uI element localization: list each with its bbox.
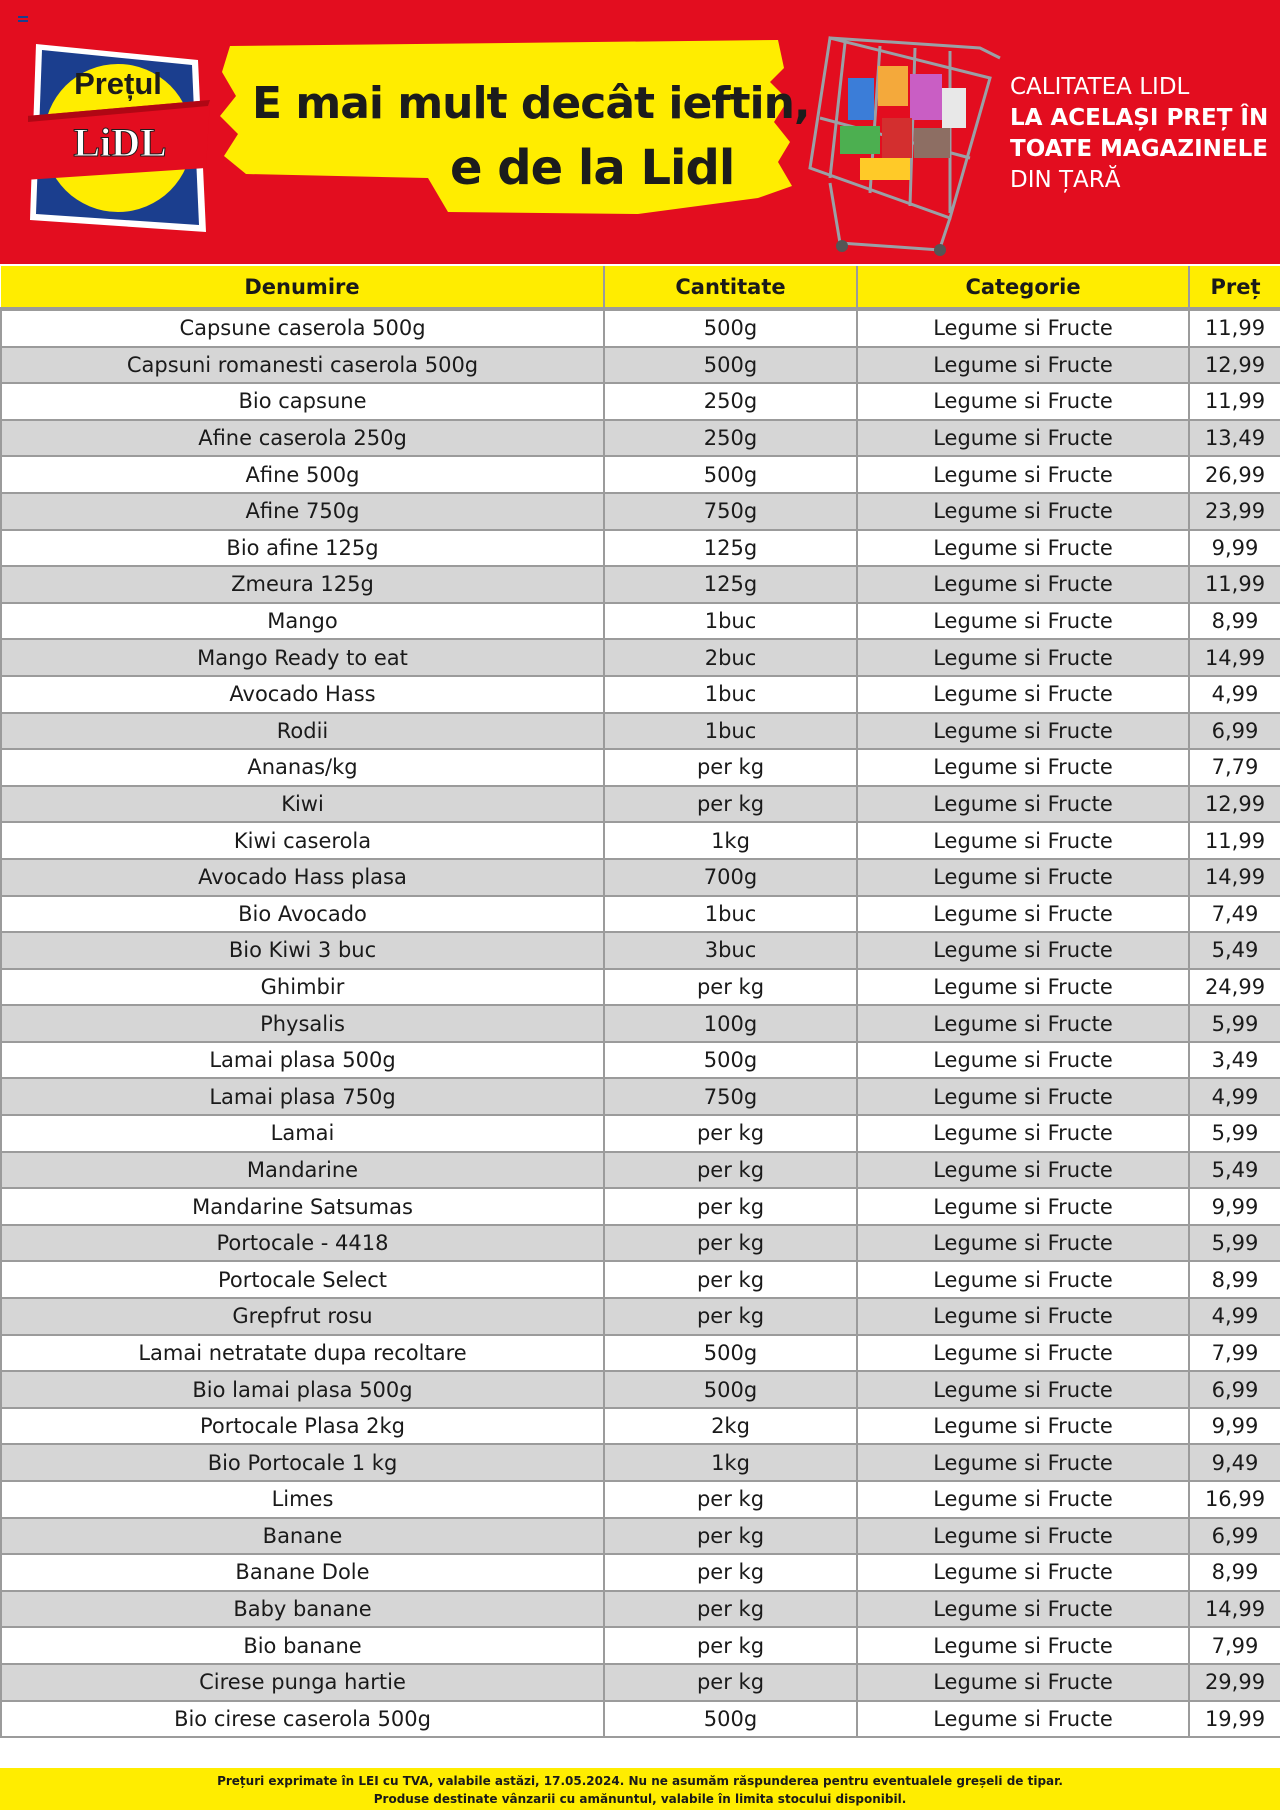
cell-quantity: 1kg (604, 822, 857, 859)
cell-category: Legume si Fructe (857, 1664, 1189, 1701)
cell-price: 14,99 (1189, 1591, 1280, 1628)
table-row (1, 1152, 1280, 1189)
table-row (1, 566, 1280, 603)
quality-line-4: DIN ȚARĂ (1010, 167, 1121, 193)
cell-category: Legume si Fructe (857, 1408, 1189, 1445)
cell-name: Zmeura 125g (1, 566, 604, 603)
cell-category: Legume si Fructe (857, 1518, 1189, 1555)
cell-name: Mandarine Satsumas (1, 1188, 604, 1225)
table-header-row (1, 266, 1280, 309)
cell-category: Legume si Fructe (857, 713, 1189, 750)
cell-price: 23,99 (1189, 493, 1280, 530)
cell-category: Legume si Fructe (857, 1115, 1189, 1152)
cell-quantity: 1buc (604, 896, 857, 933)
cell-price: 24,99 (1189, 969, 1280, 1006)
cell-price: 16,99 (1189, 1481, 1280, 1518)
cell-quantity: per kg (604, 1188, 857, 1225)
cell-price: 11,99 (1189, 309, 1280, 347)
table-row (1, 1335, 1280, 1372)
cell-category: Legume si Fructe (857, 1078, 1189, 1115)
cell-name: Avocado Hass plasa (1, 859, 604, 896)
cell-name: Rodii (1, 713, 604, 750)
cell-price: 11,99 (1189, 566, 1280, 603)
cell-name: Bio lamai plasa 500g (1, 1371, 604, 1408)
cell-name: Limes (1, 1481, 604, 1518)
cell-price: 6,99 (1189, 1518, 1280, 1555)
table-row (1, 676, 1280, 713)
cell-quantity: per kg (604, 1591, 857, 1628)
cell-price: 19,99 (1189, 1701, 1280, 1738)
cell-price: 4,99 (1189, 676, 1280, 713)
cell-name: Bio Avocado (1, 896, 604, 933)
cell-price: 14,99 (1189, 639, 1280, 676)
table-row (1, 1115, 1280, 1152)
cell-name: Afine 750g (1, 493, 604, 530)
cell-category: Legume si Fructe (857, 566, 1189, 603)
cell-category: Legume si Fructe (857, 896, 1189, 933)
logo-brand-text: LiDL (73, 120, 167, 165)
cell-name: Grepfrut rosu (1, 1298, 604, 1335)
table-row (1, 1261, 1280, 1298)
cell-category: Legume si Fructe (857, 932, 1189, 969)
table-row (1, 822, 1280, 859)
table-row (1, 603, 1280, 640)
cell-category: Legume si Fructe (857, 493, 1189, 530)
cell-quantity: 750g (604, 1078, 857, 1115)
cell-name: Bio cirese caserola 500g (1, 1701, 604, 1738)
cell-price: 3,49 (1189, 1042, 1280, 1079)
table-row (1, 530, 1280, 567)
cell-name: Lamai netratate dupa recoltare (1, 1335, 604, 1372)
cell-price: 6,99 (1189, 1371, 1280, 1408)
table-row (1, 1554, 1280, 1591)
cell-category: Legume si Fructe (857, 603, 1189, 640)
cell-category: Legume si Fructe (857, 1152, 1189, 1189)
logo-top-text: Prețul (74, 66, 162, 101)
cell-price: 29,99 (1189, 1664, 1280, 1701)
footer-line-2: Produse destinate vânzarii cu amănuntul, valabile în limita stocului disponibil. (373, 1792, 907, 1806)
cell-name: Cirese punga hartie (1, 1664, 604, 1701)
cell-price: 6,99 (1189, 713, 1280, 750)
table-row (1, 749, 1280, 786)
cell-price: 7,99 (1189, 1627, 1280, 1664)
cell-name: Physalis (1, 1005, 604, 1042)
cell-price: 13,49 (1189, 420, 1280, 457)
table-row (1, 383, 1280, 420)
cell-price: 5,49 (1189, 932, 1280, 969)
menu-icon[interactable] (18, 16, 28, 24)
cell-price: 5,99 (1189, 1225, 1280, 1262)
cell-quantity: per kg (604, 969, 857, 1006)
cell-name: Bio Kiwi 3 buc (1, 932, 604, 969)
cell-quantity: per kg (604, 1298, 857, 1335)
cell-category: Legume si Fructe (857, 420, 1189, 457)
cell-price: 11,99 (1189, 822, 1280, 859)
table-body (1, 309, 1280, 1737)
cell-name: Bio banane (1, 1627, 604, 1664)
table-row (1, 1225, 1280, 1262)
cell-category: Legume si Fructe (857, 1042, 1189, 1079)
cell-quantity: 500g (604, 1042, 857, 1079)
table-row (1, 1664, 1280, 1701)
cell-name: Portocale Plasa 2kg (1, 1408, 604, 1445)
cell-price: 12,99 (1189, 786, 1280, 823)
column-header-quantity: Cantitate (604, 266, 857, 309)
cell-name: Mango Ready to eat (1, 639, 604, 676)
cell-name: Portocale Select (1, 1261, 604, 1298)
cell-category: Legume si Fructe (857, 676, 1189, 713)
cell-category: Legume si Fructe (857, 1701, 1189, 1738)
table-row (1, 932, 1280, 969)
cell-name: Mango (1, 603, 604, 640)
cell-quantity: 2kg (604, 1408, 857, 1445)
cell-price: 5,49 (1189, 1152, 1280, 1189)
table-row (1, 1078, 1280, 1115)
cell-name: Lamai plasa 500g (1, 1042, 604, 1079)
table-row (1, 896, 1280, 933)
cell-category: Legume si Fructe (857, 1225, 1189, 1262)
cell-name: Lamai (1, 1115, 604, 1152)
cell-quantity: per kg (604, 749, 857, 786)
cell-quantity: 500g (604, 456, 857, 493)
cell-name: Avocado Hass (1, 676, 604, 713)
cell-category: Legume si Fructe (857, 786, 1189, 823)
slogan-line-2: e de la Lidl (450, 140, 735, 196)
cell-category: Legume si Fructe (857, 347, 1189, 384)
table-row (1, 969, 1280, 1006)
table-row (1, 493, 1280, 530)
table-row (1, 1371, 1280, 1408)
cell-name: Afine caserola 250g (1, 420, 604, 457)
cell-category: Legume si Fructe (857, 1554, 1189, 1591)
cell-category: Legume si Fructe (857, 383, 1189, 420)
cell-quantity: 2buc (604, 639, 857, 676)
column-header-price: Preț (1189, 266, 1280, 309)
cell-price: 11,99 (1189, 383, 1280, 420)
cell-name: Bio afine 125g (1, 530, 604, 567)
cell-name: Ghimbir (1, 969, 604, 1006)
cell-quantity: 125g (604, 530, 857, 567)
cell-quantity: 1buc (604, 603, 857, 640)
price-table (0, 266, 1280, 1738)
cell-quantity: 500g (604, 1371, 857, 1408)
cell-quantity: 3buc (604, 932, 857, 969)
cell-quantity: 500g (604, 347, 857, 384)
cell-price: 7,99 (1189, 1335, 1280, 1372)
cell-quantity: per kg (604, 1554, 857, 1591)
slogan-line-1: E mai mult decât ieftin, (252, 78, 810, 129)
footer-disclaimer (0, 1768, 1280, 1810)
cell-category: Legume si Fructe (857, 1591, 1189, 1628)
cell-name: Bio Portocale 1 kg (1, 1444, 604, 1481)
table-row (1, 1188, 1280, 1225)
cell-quantity: per kg (604, 1261, 857, 1298)
cell-quantity: 250g (604, 420, 857, 457)
cell-quantity: per kg (604, 1627, 857, 1664)
cell-name: Kiwi caserola (1, 822, 604, 859)
table-row (1, 713, 1280, 750)
cell-category: Legume si Fructe (857, 969, 1189, 1006)
cell-quantity: per kg (604, 1481, 857, 1518)
cell-category: Legume si Fructe (857, 1481, 1189, 1518)
cell-quantity: 100g (604, 1005, 857, 1042)
table-row (1, 1591, 1280, 1628)
cell-name: Capsuni romanesti caserola 500g (1, 347, 604, 384)
cell-category: Legume si Fructe (857, 309, 1189, 347)
cell-category: Legume si Fructe (857, 530, 1189, 567)
table-row (1, 1481, 1280, 1518)
cell-quantity: per kg (604, 1152, 857, 1189)
cell-category: Legume si Fructe (857, 859, 1189, 896)
cell-price: 7,79 (1189, 749, 1280, 786)
cell-name: Banane Dole (1, 1554, 604, 1591)
table-row (1, 347, 1280, 384)
cell-quantity: 500g (604, 309, 857, 347)
cell-category: Legume si Fructe (857, 1261, 1189, 1298)
cell-category: Legume si Fructe (857, 639, 1189, 676)
table-row (1, 1005, 1280, 1042)
quality-statement (1010, 72, 1268, 196)
cell-price: 4,99 (1189, 1078, 1280, 1115)
table-row (1, 1042, 1280, 1079)
cell-quantity: per kg (604, 1518, 857, 1555)
cell-category: Legume si Fructe (857, 1371, 1189, 1408)
cell-name: Kiwi (1, 786, 604, 823)
cell-price: 7,49 (1189, 896, 1280, 933)
cell-quantity: 500g (604, 1335, 857, 1372)
cell-quantity: 1buc (604, 713, 857, 750)
column-header-name: Denumire (1, 266, 604, 309)
cell-quantity: 250g (604, 383, 857, 420)
quality-line-2: LA ACELAȘI PREȚ ÎN (1010, 105, 1269, 131)
cell-category: Legume si Fructe (857, 1188, 1189, 1225)
table-row (1, 420, 1280, 457)
table-row (1, 786, 1280, 823)
header-banner (0, 0, 1280, 264)
cell-category: Legume si Fructe (857, 749, 1189, 786)
cell-quantity: 1kg (604, 1444, 857, 1481)
cell-name: Bio capsune (1, 383, 604, 420)
cell-quantity: per kg (604, 1225, 857, 1262)
cell-price: 26,99 (1189, 456, 1280, 493)
cell-category: Legume si Fructe (857, 456, 1189, 493)
cell-quantity: 700g (604, 859, 857, 896)
cell-quantity: 125g (604, 566, 857, 603)
cell-price: 8,99 (1189, 1261, 1280, 1298)
table-row (1, 639, 1280, 676)
cell-name: Mandarine (1, 1152, 604, 1189)
table-row (1, 859, 1280, 896)
cell-quantity: 500g (604, 1701, 857, 1738)
cell-category: Legume si Fructe (857, 1444, 1189, 1481)
table-row (1, 456, 1280, 493)
lidl-logo (28, 40, 210, 236)
cell-name: Baby banane (1, 1591, 604, 1628)
cell-price: 9,49 (1189, 1444, 1280, 1481)
cell-name: Ananas/kg (1, 749, 604, 786)
cell-price: 8,99 (1189, 603, 1280, 640)
cell-quantity: 1buc (604, 676, 857, 713)
cell-price: 8,99 (1189, 1554, 1280, 1591)
cell-price: 9,99 (1189, 530, 1280, 567)
table-row (1, 1627, 1280, 1664)
cell-name: Banane (1, 1518, 604, 1555)
table-row (1, 1518, 1280, 1555)
cell-price: 4,99 (1189, 1298, 1280, 1335)
cell-quantity: per kg (604, 1664, 857, 1701)
cell-category: Legume si Fructe (857, 1005, 1189, 1042)
cell-price: 14,99 (1189, 859, 1280, 896)
footer-line-1: Prețuri exprimate în LEI cu TVA, valabile astăzi, 17.05.2024. Nu ne asumăm răspunderea pentru eventualele greșeli de tipar. (217, 1774, 1063, 1788)
column-header-category: Categorie (857, 266, 1189, 309)
cell-name: Afine 500g (1, 456, 604, 493)
cell-price: 5,99 (1189, 1115, 1280, 1152)
quality-line-1: CALITATEA LIDL (1010, 74, 1190, 100)
cell-quantity: per kg (604, 1115, 857, 1152)
cell-name: Lamai plasa 750g (1, 1078, 604, 1115)
table-row (1, 309, 1280, 347)
cell-name: Portocale - 4418 (1, 1225, 604, 1262)
cell-category: Legume si Fructe (857, 1298, 1189, 1335)
table-row (1, 1408, 1280, 1445)
quality-line-3: TOATE MAGAZINELE (1010, 136, 1268, 162)
cell-price: 12,99 (1189, 347, 1280, 384)
table-row (1, 1444, 1280, 1481)
cell-price: 9,99 (1189, 1408, 1280, 1445)
cell-quantity: per kg (604, 786, 857, 823)
table-row (1, 1298, 1280, 1335)
cell-name: Capsune caserola 500g (1, 309, 604, 347)
shopping-cart-icon (800, 18, 1010, 258)
cell-price: 9,99 (1189, 1188, 1280, 1225)
table-row (1, 1701, 1280, 1738)
cell-category: Legume si Fructe (857, 822, 1189, 859)
cell-quantity: 750g (604, 493, 857, 530)
cell-category: Legume si Fructe (857, 1335, 1189, 1372)
cell-price: 5,99 (1189, 1005, 1280, 1042)
cell-category: Legume si Fructe (857, 1627, 1189, 1664)
